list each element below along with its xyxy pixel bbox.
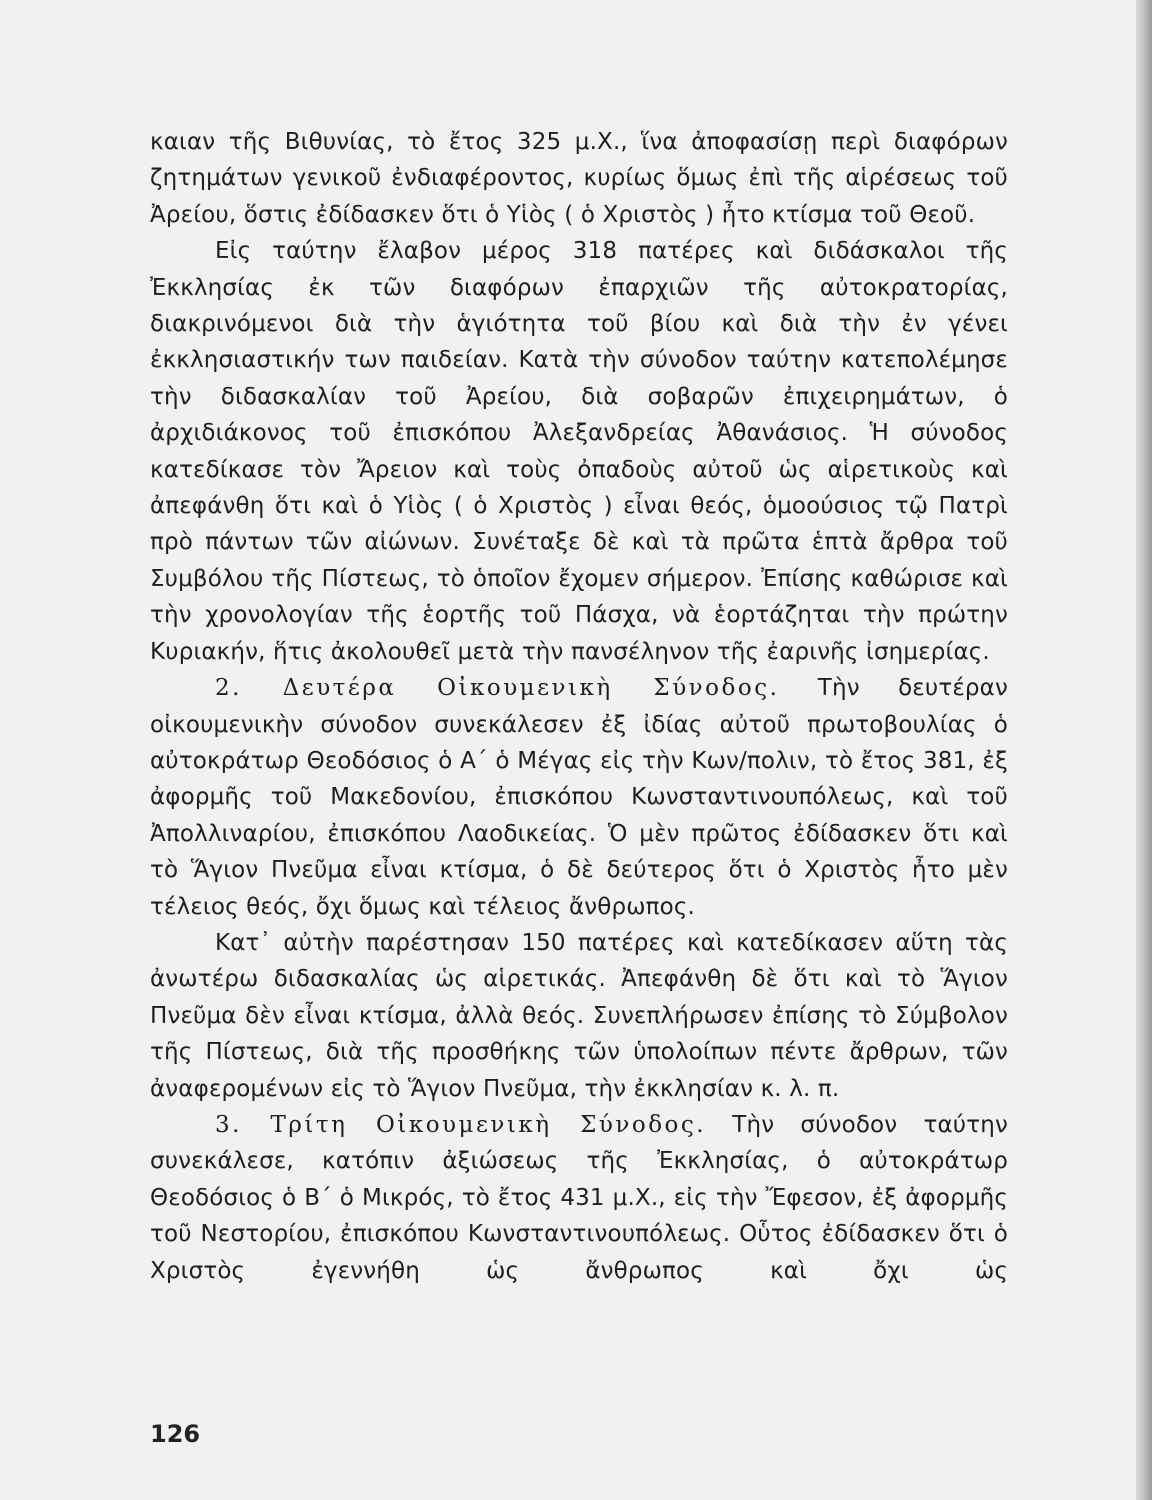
paragraph-1-text: καιαν τῆς Βιθυνίας, τὸ ἔτος 325 μ.Χ., ἵνα ἀποφασίσῃ περὶ διαφόρων ζητημάτων γενικοῦ ἐνδιαφέροντος, κυρίως ὅμως ἐπὶ τῆς αἱρέσεως τοῦ Ἀρείου, ὅστις ἐδίδασκεν ὅτι ὁ Υἱὸς ( ὁ Χριστὸς ) ἦτο κτίσμα τοῦ Θεοῦ. bbox=[150, 129, 1008, 228]
paragraph-5-text: Τὴν σύνοδον ταύτην συνεκάλεσε, κατόπιν ἀξιώσεως τῆς Ἐκκλησίας, ὁ αὐτοκράτωρ Θεοδόσιος ὁ Β΄ ὁ Μικρός, τὸ ἔτος 431 μ.Χ., εἰς τὴν Ἔφεσον, ἐξ ἀφορμῆς τοῦ Νεστορίου, ἐπισκόπου Κωνσταντινουπόλεως. Οὗτος ἐδίδασκεν ὅτι ὁ Χριστὸς ἐγεννήθη ὡς ἄνθρωπος καὶ ὄχι ὡς bbox=[150, 1111, 1008, 1284]
paragraph-2-text: Εἰς ταύτην ἔλαβον μέρος 318 πατέρες καὶ διδάσκαλοι τῆς Ἐκκλησίας ἐκ τῶν διαφόρων ἐπαρχιῶν τῆς αὐτοκρατορίας, διακρινόμενοι διὰ τὴν ἁγιότητα τοῦ βίου καὶ διὰ τὴν ἐν γένει ἐκκλησιαστικήν των παιδείαν. Κατὰ τὴν σύνοδον ταύτην κατεπολέμησε τὴν διδασκαλίαν τοῦ Ἀρείου, διὰ σοβαρῶν ἐπιχειρημάτων, ὁ ἀρχιδιάκονος τοῦ ἐπισκόπου Ἀλεξανδρείας Ἀθανάσιος. Ἡ σύνοδος κατεδίκασε τὸν Ἄρειον καὶ τοὺς ὀπαδοὺς αὐτοῦ ὡς αἱρετικοὺς καὶ ἀπεφάνθη ὅτι καὶ ὁ Υἱὸς ( ὁ Χριστὸς ) εἶναι θεός, ὁμοούσιος τῷ Πατρὶ πρὸ πάντων τῶν αἰώνων. Συνέταξε δὲ καὶ τὰ πρῶτα ἑπτὰ ἄρθρα τοῦ Συμβόλου τῆς Πίστεως, τὸ ὁποῖον ἔχομεν σήμερον. Ἐπίσης καθώρισε καὶ τὴν χρονολογίαν τῆς ἑορτῆς τοῦ Πάσχα, νὰ ἑορτάζηται τὴν πρώτην Κυριακήν, ἥτις ἀκολουθεῖ μετὰ τὴν πανσέληνον τῆς ἐαρινῆς ἰσημερίας. bbox=[150, 238, 1008, 665]
section-heading-2: 2. Δευτέρα Οἰκουμενικὴ Σύνοδος. bbox=[215, 675, 780, 702]
page-edge-shadow bbox=[1136, 0, 1152, 1500]
paragraph-3 bbox=[150, 670, 1008, 925]
section-heading-3: 3. Τρίτη Οἰκουμενικὴ Σύνοδος. bbox=[215, 1111, 707, 1138]
page-number: 126 bbox=[150, 1420, 201, 1448]
body-text bbox=[150, 124, 1008, 1289]
paragraph-1 bbox=[150, 124, 1008, 233]
paragraph-3-text: Τὴν δευτέραν οἰκουμενικὴν σύνοδον συνεκάλεσεν ἐξ ἰδίας αὐτοῦ πρωτοβουλίας ὁ αὐτοκράτωρ Θεοδόσιος ὁ Α΄ ὁ Μέγας εἰς τὴν Κων/πολιν, τὸ ἔτος 381, ἐξ ἀφορμῆς τοῦ Μακεδονίου, ἐπισκόπου Κωνσταντινουπόλεως, καὶ τοῦ Ἀπολλιναρίου, ἐπισκόπου Λαοδικείας. Ὁ μὲν πρῶτος ἐδίδασκεν ὅτι καὶ τὸ Ἅγιον Πνεῦμα εἶναι κτίσμα, ὁ δὲ δεύτερος ὅτι ὁ Χριστὸς ἦτο μὲν τέλειος θεός, ὄχι ὅμως καὶ τέλειος ἄνθρωπος. bbox=[150, 675, 1008, 920]
paragraph-4 bbox=[150, 925, 1008, 1107]
paragraph-4-text: Κατ᾽ αὐτὴν παρέστησαν 150 πατέρες καὶ κατεδίκασεν αὕτη τὰς ἀνωτέρω διδασκαλίας ὡς αἱρετικάς. Ἀπεφάνθη δὲ ὅτι καὶ τὸ Ἅγιον Πνεῦμα δὲν εἶναι κτίσμα, ἀλλὰ θεός. Συνεπλήρωσεν ἐπίσης τὸ Σύμβολον τῆς Πίστεως, διὰ τῆς προσθήκης τῶν ὑπολοίπων πέντε ἄρθρων, τῶν ἀναφερομένων εἰς τὸ Ἅγιον Πνεῦμα, τὴν ἐκκλησίαν κ. λ. π. bbox=[150, 929, 1008, 1102]
paragraph-2 bbox=[150, 233, 1008, 670]
paragraph-5 bbox=[150, 1107, 1008, 1289]
